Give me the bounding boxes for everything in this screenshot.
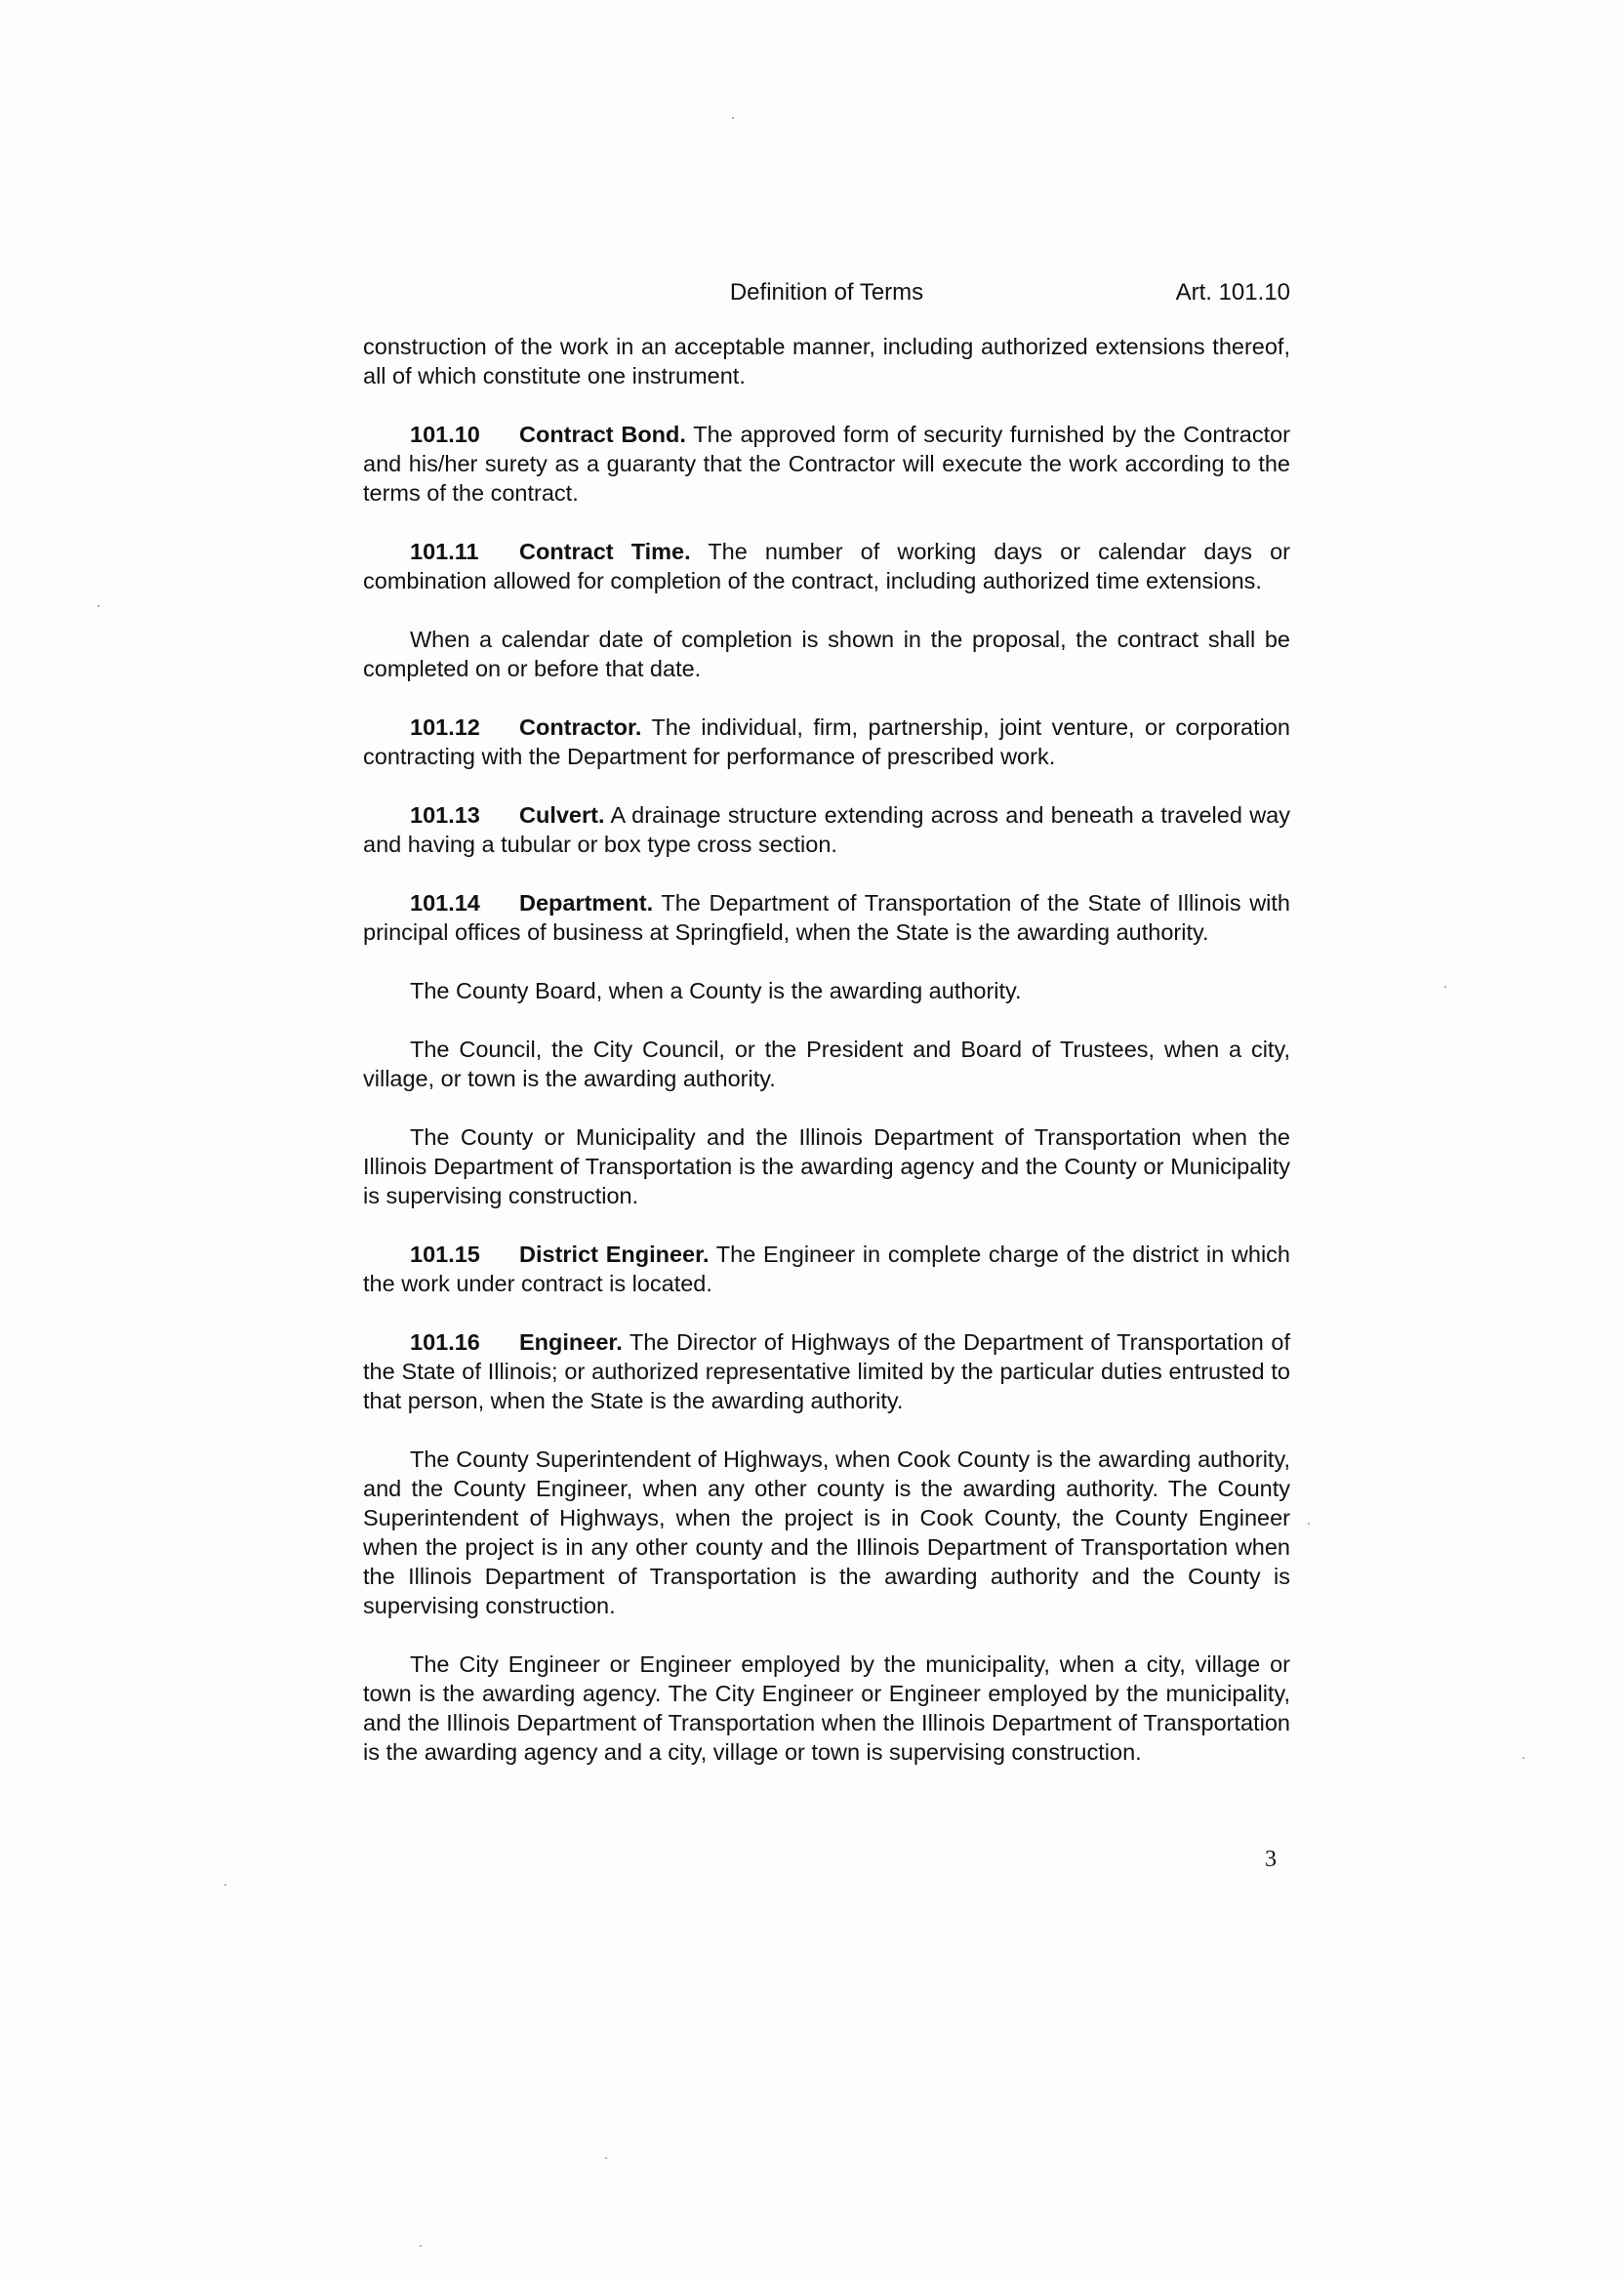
scan-speck xyxy=(1308,1523,1310,1525)
paragraph-text: construction of the work in an acceptable manner, including authorized extensions thereof, all of which constitute one instrument. xyxy=(363,334,1290,388)
paragraph-text: A drainage structure extending across and beneath a traveled way and having a tubular or box type cross section. xyxy=(363,802,1290,857)
paragraph-text: The City Engineer or Engineer employed by the municipality, when a city, village or town is the awarding agency. The City Engineer or Engineer employed by the municipality, and the Illinois Department of Transportation when the Illinois Department of Transportation is the awarding agency and a city, village or town is supervising construction. xyxy=(363,1651,1290,1765)
paragraph-text: The Council, the City Council, or the President and Board of Trustees, when a city, village, or town is the awarding authority. xyxy=(363,1037,1290,1091)
definition-paragraph xyxy=(363,1240,1290,1298)
section-number: 101.10 xyxy=(410,422,480,447)
defined-term: Contractor. xyxy=(519,714,642,740)
paragraph-text: The County or Municipality and the Illinois Department of Transportation when the Illinois Department of Transportation is the awarding agency and the County or Municipality is supervising construction. xyxy=(363,1124,1290,1208)
definition-paragraph xyxy=(363,537,1290,595)
scan-speck xyxy=(420,2245,422,2247)
paragraph-text: The approved form of security furnished by the Contractor and his/her surety as a guaranty that the Contractor will execute the work according to the terms of the contract. xyxy=(363,422,1290,506)
definition-paragraph xyxy=(363,888,1290,947)
body-paragraph xyxy=(363,1445,1290,1620)
scan-speck xyxy=(98,605,100,607)
section-number: 101.12 xyxy=(410,714,480,740)
defined-term: Contract Time. xyxy=(519,539,691,564)
paragraph-text: The individual, firm, partnership, joint venture, or corporation contracting with the Department for performance of prescribed work. xyxy=(363,714,1290,769)
header-article-number: Art. 101.10 xyxy=(1175,279,1290,306)
running-header xyxy=(363,279,1290,312)
scan-speck xyxy=(224,1884,226,1886)
definition-paragraph xyxy=(363,1327,1290,1415)
body-paragraph xyxy=(363,1122,1290,1210)
body-paragraph xyxy=(363,332,1290,390)
definition-paragraph xyxy=(363,800,1290,859)
body-paragraph xyxy=(363,976,1290,1005)
scan-speck xyxy=(605,2157,607,2159)
section-number: 101.14 xyxy=(410,890,480,916)
section-number: 101.13 xyxy=(410,802,480,828)
paragraph-text: The Engineer in complete charge of the district in which the work under contract is located. xyxy=(363,1242,1290,1296)
defined-term: District Engineer. xyxy=(519,1242,710,1267)
paragraph-text: The Department of Transportation of the State of Illinois with principal offices of business at Springfield, when the State is the awarding authority. xyxy=(363,890,1290,945)
paragraph-text: The County Superintendent of Highways, when Cook County is the awarding authority, and the County Engineer, when any other county is the awarding authority. The County Superintendent of Highways, when the project is in Cook County, the County Engineer when the project is in any other county and the Illinois Department of Transportation when the Illinois Department of Transportation is the awarding authority and the County is supervising construction. xyxy=(363,1447,1290,1618)
paragraph-text: The number of working days or calendar days or combination allowed for completion of the contract, including authorized time extensions. xyxy=(363,539,1290,593)
definition-paragraph xyxy=(363,420,1290,508)
defined-term: Contract Bond. xyxy=(519,422,686,447)
section-number: 101.15 xyxy=(410,1242,480,1267)
paragraph-text: The Director of Highways of the Department of Transportation of the State of Illinois; or authorized representative limited by the particular duties entrusted to that person, when the State is the awarding authority. xyxy=(363,1329,1290,1413)
defined-term: Culvert. xyxy=(519,802,605,828)
paragraph-text: The County Board, when a County is the awarding authority. xyxy=(410,978,1022,1003)
paragraph-text: When a calendar date of completion is shown in the proposal, the contract shall be completed on or before that date. xyxy=(363,627,1290,681)
body-paragraph xyxy=(363,1650,1290,1767)
header-title: Definition of Terms xyxy=(729,279,924,306)
scan-speck xyxy=(732,117,734,119)
body-text xyxy=(363,332,1290,1796)
section-number: 101.16 xyxy=(410,1329,480,1355)
section-number: 101.11 xyxy=(410,539,479,564)
defined-term: Department. xyxy=(519,890,654,916)
defined-term: Engineer. xyxy=(519,1329,623,1355)
scan-speck xyxy=(1444,986,1446,988)
scan-speck xyxy=(1522,1757,1524,1759)
definition-paragraph xyxy=(363,713,1290,771)
body-paragraph xyxy=(363,625,1290,683)
body-paragraph xyxy=(363,1035,1290,1093)
page-number: 3 xyxy=(1265,1847,1277,1872)
